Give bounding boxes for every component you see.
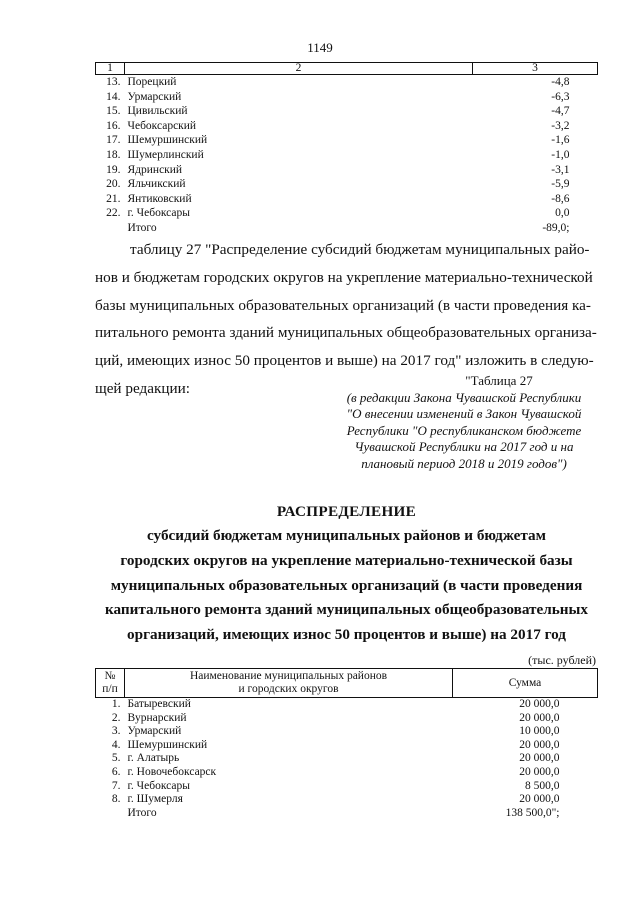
row-value: -1,6 <box>551 134 570 147</box>
row-value: 20 000,0 <box>519 738 560 751</box>
table-row <box>96 163 598 178</box>
table-total-row <box>96 221 598 236</box>
row-name: Итого <box>127 221 157 234</box>
table-row <box>96 725 598 739</box>
header-cell: 2 <box>125 63 473 75</box>
row-value: 20 000,0 <box>519 793 560 806</box>
row-value: -3,2 <box>551 119 570 132</box>
table-row <box>96 712 598 726</box>
header-text: п/п <box>102 683 118 695</box>
table-row <box>96 780 598 794</box>
table-label: "Таблица 27 <box>465 373 533 388</box>
row-name: Порецкий <box>127 76 177 88</box>
paragraph-line: питального ремонта зданий муниципальных общеобразовательных организа- <box>95 324 597 342</box>
row-value: 138 500,0"; <box>505 806 560 819</box>
row-name: г. Чебоксары <box>127 779 190 792</box>
row-value: 0,0 <box>555 207 570 220</box>
row-number: 8. <box>111 793 121 806</box>
row-name: Шумерлинский <box>127 148 204 161</box>
table-row <box>96 148 598 163</box>
header-sum: Сумма <box>453 669 598 698</box>
row-number: 13. <box>106 76 121 88</box>
row-number: 17. <box>106 134 121 147</box>
note-line: плановый период 2018 и 2019 годов") <box>361 455 567 471</box>
row-name: Ядринский <box>127 163 183 176</box>
table-row <box>96 75 598 90</box>
row-name: г. Шумерля <box>127 793 183 806</box>
row-number: 5. <box>111 752 121 765</box>
heading-subtitle-line: организаций, имеющих износ 50 процентов и выше) на 2017 год <box>127 626 566 644</box>
paragraph-line: нов и бюджетам городских округов на укрепление материально-технической <box>95 268 593 286</box>
row-name: Урмарский <box>127 90 182 103</box>
page-number: 1149 <box>307 40 333 55</box>
table-row <box>96 206 598 221</box>
row-value: 20 000,0 <box>519 752 560 765</box>
row-number: 2. <box>111 711 121 724</box>
row-value: 20 000,0 <box>519 711 560 724</box>
paragraph-line: таблицу 27 "Распределение субсидий бюджетам муниципальных райо- <box>130 241 590 258</box>
row-value: 20 000,0 <box>519 765 560 778</box>
row-value: -6,3 <box>551 90 570 103</box>
header-text: и городских округов <box>238 683 339 695</box>
distribution-heading <box>95 500 598 648</box>
note-line: Чувашской Республики на 2017 год и на <box>354 439 574 454</box>
row-number: 4. <box>111 738 121 751</box>
row-name: Батыревский <box>127 698 191 710</box>
row-name: г. Чебоксары <box>127 207 190 220</box>
table-continuation <box>95 62 598 236</box>
row-name: Итого <box>127 806 157 819</box>
paragraph-line: щей редакции: <box>95 379 190 397</box>
units-label: (тыс. рублей) <box>528 653 596 667</box>
row-value: 20 000,0 <box>519 698 560 710</box>
row-value: 8 500,0 <box>525 779 560 792</box>
row-value: -1,0 <box>551 148 570 161</box>
table-row <box>96 739 598 753</box>
header-cell: 3 <box>473 63 598 75</box>
row-number: 20. <box>106 178 121 191</box>
table-row <box>96 104 598 119</box>
header-number <box>96 669 125 698</box>
row-number: 22. <box>106 207 121 220</box>
note-line: "О внесении изменений в Закон Чувашской <box>346 406 582 421</box>
row-number <box>96 807 125 821</box>
row-name: Янтиковский <box>127 192 192 205</box>
row-number: 19. <box>106 163 121 176</box>
table-reference-note <box>330 373 598 472</box>
row-number: 15. <box>106 105 121 118</box>
table-row <box>96 752 598 766</box>
row-name: Цивильский <box>127 105 188 118</box>
table-row <box>96 177 598 192</box>
table-total-row <box>96 807 598 821</box>
table-row <box>96 133 598 148</box>
table-header-row <box>96 669 598 698</box>
row-number: 18. <box>106 148 121 161</box>
row-value: -89,0; <box>542 221 570 234</box>
row-name: Урмарский <box>127 725 182 738</box>
table-header-row <box>96 63 598 75</box>
row-number <box>96 221 125 236</box>
row-number: 1. <box>111 698 121 710</box>
subsidy-table <box>95 668 598 820</box>
table-row <box>96 90 598 105</box>
row-number: 3. <box>111 725 121 738</box>
row-name: Яльчикский <box>127 178 186 191</box>
table-row <box>96 766 598 780</box>
row-name: Шемуршинский <box>127 134 208 147</box>
heading-subtitle-line: городских округов на укрепление материально-технической базы <box>120 551 573 569</box>
note-line: Республики "О республиканском бюджете <box>346 422 582 438</box>
header-text: Наименование муниципальных районов <box>189 670 388 682</box>
heading-subtitle-line: муниципальных образовательных организаций (в части проведения <box>110 576 583 594</box>
note-line: (в редакции Закона Чувашской Республики <box>346 389 582 405</box>
row-value: 10 000,0 <box>519 725 560 738</box>
table-row <box>96 698 598 712</box>
row-value: -4,8 <box>551 76 570 88</box>
row-value: -8,6 <box>551 192 570 205</box>
row-value: -3,1 <box>551 163 570 176</box>
heading-title: РАСПРЕДЕЛЕНИЕ <box>276 503 417 520</box>
row-number: 7. <box>111 779 121 792</box>
row-name: г. Алатырь <box>127 752 180 765</box>
row-number: 21. <box>106 192 121 205</box>
table-row <box>96 192 598 207</box>
header-cell: 1 <box>96 63 125 75</box>
header-text: № <box>104 670 116 682</box>
row-number: 16. <box>106 119 121 132</box>
row-name: Вурнарский <box>127 711 187 724</box>
paragraph-line: базы муниципальных образовательных организаций (в части проведения ка- <box>95 296 591 314</box>
row-name: Шемуршинский <box>127 738 208 751</box>
heading-subtitle-line: капитального ремонта зданий муниципальных общеобразовательных <box>105 601 588 619</box>
table-row <box>96 119 598 134</box>
row-number: 14. <box>106 90 121 103</box>
header-name <box>125 669 453 698</box>
table-row <box>96 793 598 807</box>
row-value: -4,7 <box>551 105 570 118</box>
row-number: 6. <box>111 765 121 778</box>
paragraph-line: ций, имеющих износ 50 процентов и выше) на 2017 год" изложить в следую- <box>95 352 594 370</box>
row-value: -5,9 <box>551 178 570 191</box>
row-name: Чебоксарский <box>127 119 197 132</box>
heading-subtitle-line: субсидий бюджетам муниципальных районов и бюджетам <box>147 527 546 544</box>
row-name: г. Новочебоксарск <box>127 765 217 778</box>
